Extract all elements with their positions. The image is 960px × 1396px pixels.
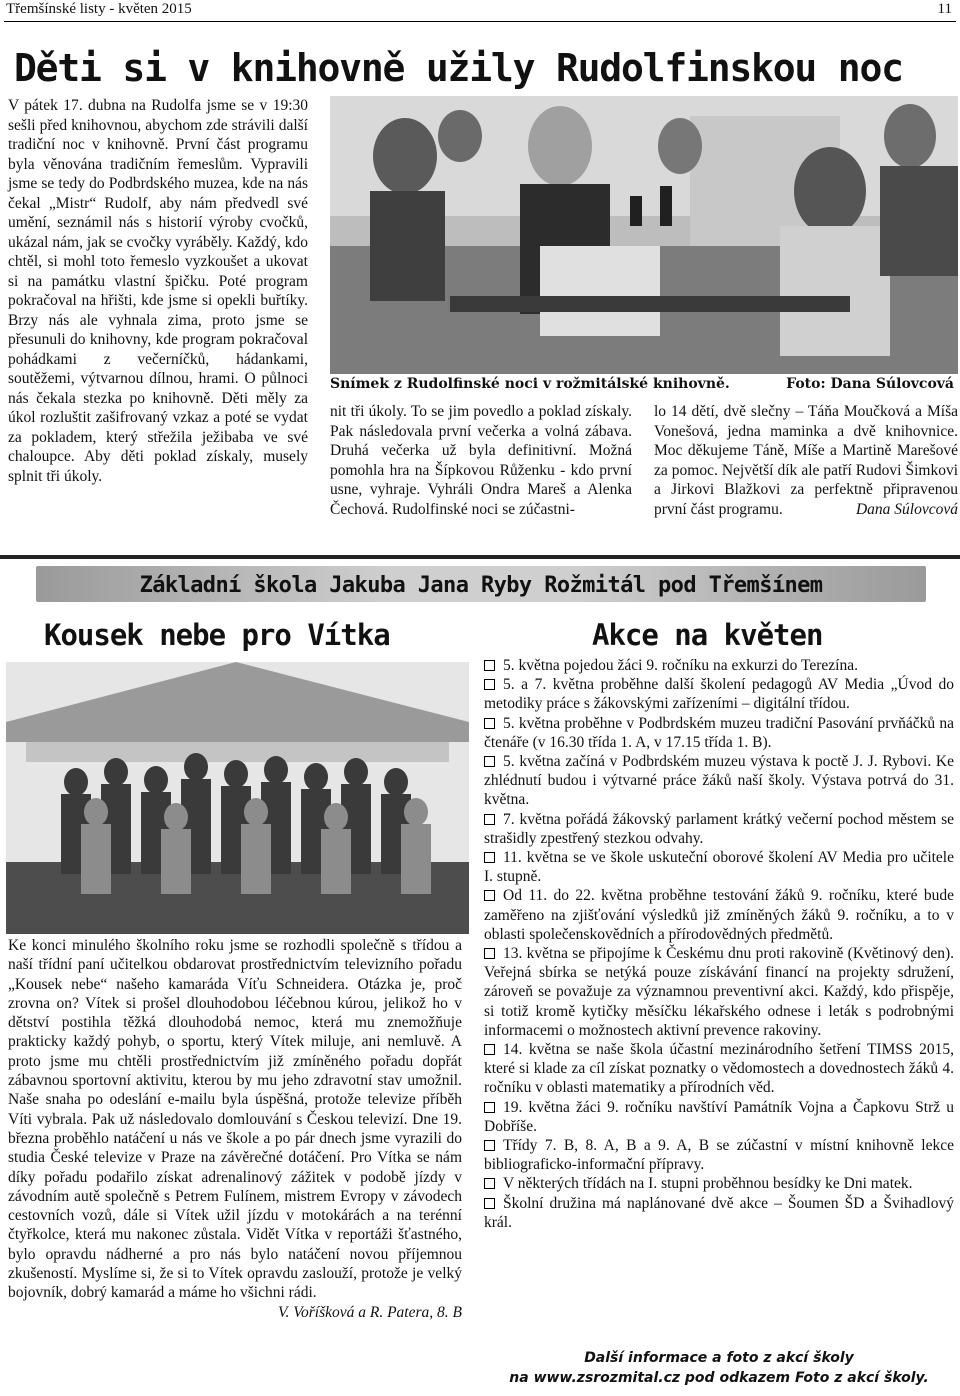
event-text: 5. a 7. května proběhne další školení pedagogů AV Media „Úvod do metodiky práce s žákovskými zařízeními – digitální třídou. (484, 676, 954, 713)
event-text: 14. května se naše škola účastní mezinárodního šetření TIMSS 2015, které si klade za cíl získat poznatky o vědomostech a dovednostech žáků 4. ročníku v oblasti matematiky a přírodních věd. (484, 1041, 954, 1097)
event-item (484, 1136, 954, 1174)
more-info-line2[interactable]: na www.zsrozmital.cz pod odkazem Foto z akcí školy. (509, 1370, 929, 1386)
article1-closing-text: lo 14 dětí, dvě slečny – Táňa Moučková a Míša Vonešová, jedna maminka a dvě knihovnice. Moc děkujeme Táně, Míše a Martině Marešové za pomoc. Největší dík ale patří Rudovi Šimkovi a Jirkovi Blažkovi za perfektně připravenou první část programu. (654, 403, 958, 518)
more-info-line1: Další informace a foto z akcí školy (584, 1350, 854, 1366)
article2-body: Ke konci minulého školního roku jsme se rozhodli společně s třídou a naší třídní paní učitelkou obdarovat prostřednictvím televizního pořadu „Kousek nebe“ našeho kamaráda Víťu Schneidera. Otázka je, proč zrovna on? Vítek si prošel dlouhodobou léčebnou kúrou, jelikož ho v dětství postihla těžká dlouhodobá nemoc, která mu znemožňuje prakticky každý pohyb, o sportu, který Vítek miluje, ani nemluvě. A proto jsme mu chtěli prostřednictvím již zmíněného pořadu dopřát zábavnou sportovní aktivitu, kterou by mu jeho zdravotní stav umožnil. Naše snaha po odeslání e-mailu byla úspěšná, protože televize příběh Víti vybrala. Pak už následovalo domlouvání s Českou televizí. Dne 19. března proběhlo natáčení u nás ve škole a po pár dnech jsme vyrazili do studia České televize v Praze na závěrečné dotáčení. Pro Vítka se nám díky pořadu podařilo získat adrenalinový zážitek v podobě jízdy v závodním autě společně s Petrem Fulínem, mistrem Evropy v závodech cestovních vozů, dále si Vítek užil jízdu v motokárách a na terénní čtyřkolce, která mu nakonec zůstala. Vidět Vítka v reportáži šťastného, bylo opravdu nádherné a pro nás bylo natáčení novou příjemnou zkušeností. Myslíme si, že si to Vítek opravdu zaslouží, protože je velký bojovník, dobrý kamarád a máme ho všichni rádi. (8, 937, 462, 1302)
page-number: 11 (937, 1, 952, 17)
event-item (484, 752, 954, 810)
checkbox-square-icon (484, 660, 495, 671)
article1-column-right (654, 402, 958, 519)
photo-caption (330, 376, 958, 392)
article1-paragraph-continued: nit tři úkoly. To se jim povedlo a poklad získaly. Pak následovala první večerka a volná zábava. Druhá večerka už byla definitivní. Možná pomohla hra na Šípkovou Růženku - kdo první usne, vyhraje. Vyhráli Ondra Mareš a Alenka Čechová. Rudolfinské noci se zúčastni- (330, 403, 632, 518)
photo-children-in-library (330, 96, 958, 374)
school-name: Základní škola Jakuba Jana Ryby Rožmitál pod Třemšínem (139, 573, 823, 598)
article1-column-left (8, 96, 308, 486)
checkbox-square-icon (484, 948, 495, 959)
events-list (484, 656, 954, 1232)
event-text: 19. května žáci 9. ročníku navštíví Památník Vojna a Čapkovu Strž u Dobříše. (484, 1098, 954, 1135)
section-divider (0, 555, 960, 559)
event-item (484, 810, 954, 848)
event-item (484, 1098, 954, 1136)
checkbox-square-icon (484, 1102, 495, 1113)
photo-credit: Foto: Dana Súlovcová (786, 376, 954, 392)
publication-name: Třemšínské listy - květen 2015 (6, 1, 192, 17)
school-banner (36, 566, 926, 602)
checkbox-square-icon (484, 679, 495, 690)
article-title-kousek-nebe: Kousek nebe pro Vítka (44, 618, 390, 652)
article-title-akce-na-kveten: Akce na květen (592, 618, 823, 652)
event-text: Školní družina má naplánované dvě akce – Šoumen ŠD a Švihadlový král. (484, 1194, 954, 1231)
checkbox-square-icon (484, 890, 495, 901)
checkbox-square-icon (484, 756, 495, 767)
event-text: 7. května pořádá žákovský parlament krátký večerní pochod městem se strašidly zpestřený stezkou odvahy. (484, 810, 954, 847)
article1-column-middle (330, 402, 632, 519)
event-text: 13. května se připojíme k Českému dnu proti rakovině (Květinový den). Veřejná sbírka se netýká pouze získávání financí na projekty sdružení, zároveň se považuje za významnou preventivní akci. Každý, kdo přispěje, si totiž kromě kytičky měsíčku lékařského odnese i leták s podrobnými informacemi o možnostech aktivní prevence rakoviny. (484, 945, 954, 1039)
page-header (4, 0, 956, 22)
article2-signature: V. Voříšková a R. Patera, 8. B (278, 1303, 462, 1321)
event-text: Od 11. do 22. května proběhne testování žáků 9. ročníku, které bude zaměřeno na zjišťování výsledků již zmíněných žáků 9. ročníku, a to v oblasti společenskovědních a přírodovědných předmětů. (484, 887, 954, 943)
event-text: Třídy 7. B, 8. A, B a 9. A, B se zúčastní v místní knihovně lekce bibliograficko-informační přípravy. (484, 1137, 954, 1174)
event-text: 11. května se ve škole uskuteční oborové školení AV Media pro učitele I. stupně. (484, 849, 954, 886)
event-item (484, 1040, 954, 1098)
event-text: 5. května pojedou žáci 9. ročníku na exkurzi do Terezína. (503, 657, 858, 674)
event-item (484, 886, 954, 944)
rudolfinska-noc-photo (330, 96, 958, 374)
event-item (484, 1174, 954, 1193)
checkbox-square-icon (484, 1044, 495, 1055)
checkbox-square-icon (484, 718, 495, 729)
article2-paragraph (8, 936, 462, 1321)
event-item (484, 848, 954, 886)
event-item (484, 656, 954, 675)
photo-caption-text: Snímek z Rudolfinské noci v rožmitálské knihovně. (330, 376, 730, 392)
event-text: 5. května začíná v Podbrdském muzeu výstava k poctě J. J. Rybovi. Ke zhlédnutí budou i výtvarné práce žáků naší školy. Výstava potrvá do 31. května. (484, 753, 954, 809)
article1-paragraph: V pátek 17. dubna na Rudolfa jsme se v 19:30 sešli před knihovnou, abychom zde strávili další tradiční noc v knihovně. První část programu byla věnována tradičním řemeslům. Vypravili jsme se tedy do Podbrdského muzea, kde na nás čekal „Mistr“ Rudolf, aby nám předvedl své umění, seznámil nás s historií výroby cvočků, ukázal nám, jak se cvočky vyráběly. Každý, kdo chtěl, si mohl toto řemeslo vyzkoušet a ukovat si na památku vlastní špičku. Poté program pokračoval na hřišti, kde jsme si opekli buřtíky. Brzy nás ale vyhnala zima, proto jsme se přesunuli do knihovny, kde program pokračoval pohádkami z večerníčků, hádankami, soutěžemi, výtvarnou dílnou, hrami. O půlnoci nás čekala stezka po knihovně. Děti měly za úkol rozluštit zašifrovaný vzkaz a poté se vydat za pokladem, který střežila ježibaba ve své chaloupce. Aby děti poklad získaly, musely splnit tři úkoly. (8, 97, 308, 485)
event-item (484, 1194, 954, 1232)
event-item (484, 944, 954, 1040)
checkbox-square-icon (484, 1140, 495, 1151)
event-item (484, 714, 954, 752)
event-text: 5. května proběhne v Podbrdském muzeu tradiční Pasování prvňáčků na čtenáře (v 16.30 třída 1. A, v 17.15 třída 1. B). (484, 714, 954, 751)
checkbox-square-icon (484, 814, 495, 825)
event-text: V některých třídách na I. stupni proběhnou besídky ke Dni matek. (503, 1175, 913, 1193)
checkbox-square-icon (484, 1178, 495, 1189)
article1-paragraph-end (654, 402, 958, 519)
checkbox-square-icon (484, 852, 495, 863)
photo-class-group-outdoors (6, 662, 469, 934)
article1-signature: Dana Súlovcová (855, 500, 958, 518)
checkbox-square-icon (484, 1198, 495, 1209)
article2-text (8, 936, 462, 1322)
article-title-rudolfinska-noc: Děti si v knihovně užily Rudolfinskou noc (14, 46, 903, 90)
class-group-photo (6, 662, 469, 934)
event-item (484, 675, 954, 713)
